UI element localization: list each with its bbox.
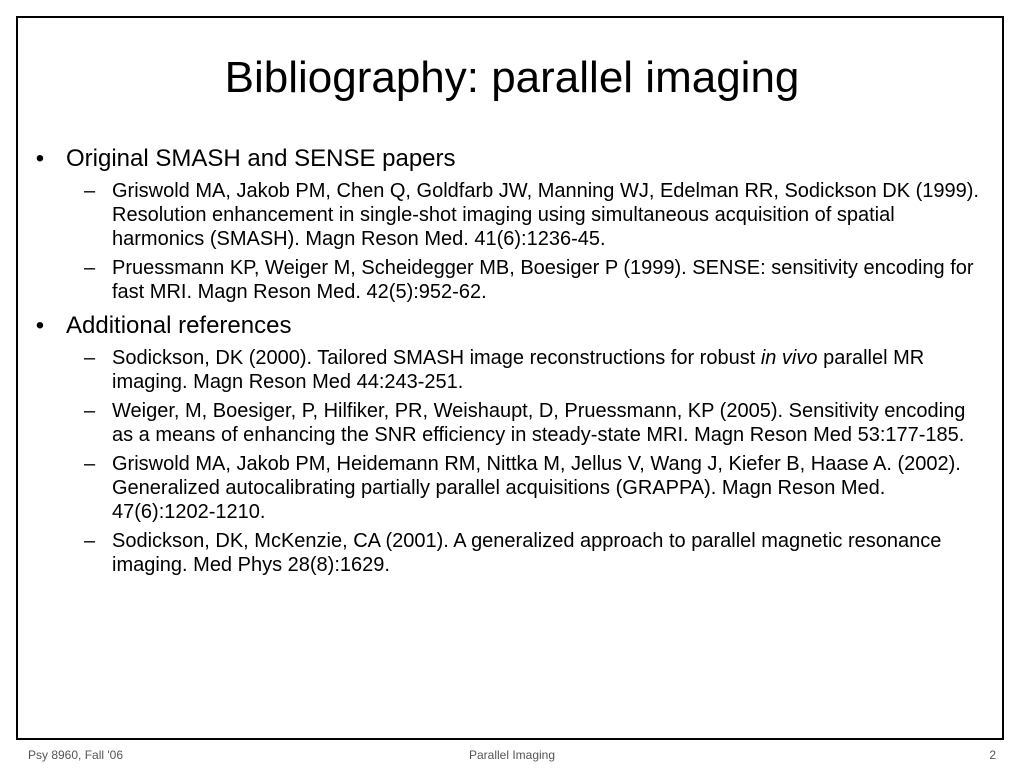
dash-icon: – [84,400,96,422]
dash-icon: – [84,453,96,475]
dash-icon: – [84,180,96,202]
section-original-papers [30,144,990,174]
dash-icon: – [84,347,96,369]
reference-text: Griswold MA, Jakob PM, Heidemann RM, Nittka M, Jellus V, Wang J, Kiefer B, Haase A. (2002). Generalized autocalibrating partially parallel acquisitions (GRAPPA). Magn Reson Med. 47(6):1202-1210. [112,453,961,523]
section-heading: Original SMASH and SENSE papers [66,145,456,172]
reference-italic: in vivo [760,347,818,369]
reference-text: Pruessmann KP, Weiger M, Scheidegger MB, Boesiger P (1999). SENSE: sensitivity encoding for fast MRI. Magn Reson Med. 42(5):952-62. [112,257,974,303]
reference-item [30,179,990,251]
reference-text-after: parallel MR imaging. Magn Reson Med 44:243-251. [112,347,925,393]
bullet-icon: • [35,312,45,339]
section-additional-references [30,311,990,341]
footer-topic: Parallel Imaging [468,748,556,762]
footer-page-number: 2 [989,748,996,762]
reference-text-before: Sodickson, DK (2000). Tailored SMASH image reconstructions for robust [112,347,761,369]
reference-text: Sodickson, DK, McKenzie, CA (2001). A generalized approach to parallel magnetic resonance imaging. Med Phys 28(8):1629. [112,530,942,576]
reference-item [30,256,990,304]
section-heading: Additional references [66,312,292,339]
reference-text: Weiger, M, Boesiger, P, Hilfiker, PR, Weishaupt, D, Pruessmann, KP (2005). Sensitivity encoding as a means of enhancing the SNR efficiency in steady-state MRI. Magn Reson Med 53:177-185. [112,400,966,446]
footer-course: Psy 8960, Fall '06 [28,748,124,762]
bullet-icon: • [35,145,45,172]
slide-content [30,142,990,577]
dash-icon: – [84,530,96,552]
reference-item [30,529,990,577]
reference-item [30,452,990,524]
slide-title: Bibliography: parallel imaging [224,53,800,102]
reference-text: Griswold MA, Jakob PM, Chen Q, Goldfarb JW, Manning WJ, Edelman RR, Sodickson DK (1999). Resolution enhancement in single-shot imaging using simultaneous acquisition of spatial harmonics (SMASH). Magn Reson Med. 41(6):1236-45. [112,180,979,250]
reference-item [30,399,990,447]
dash-icon: – [84,257,96,279]
reference-text [112,347,924,393]
reference-item [30,346,990,394]
